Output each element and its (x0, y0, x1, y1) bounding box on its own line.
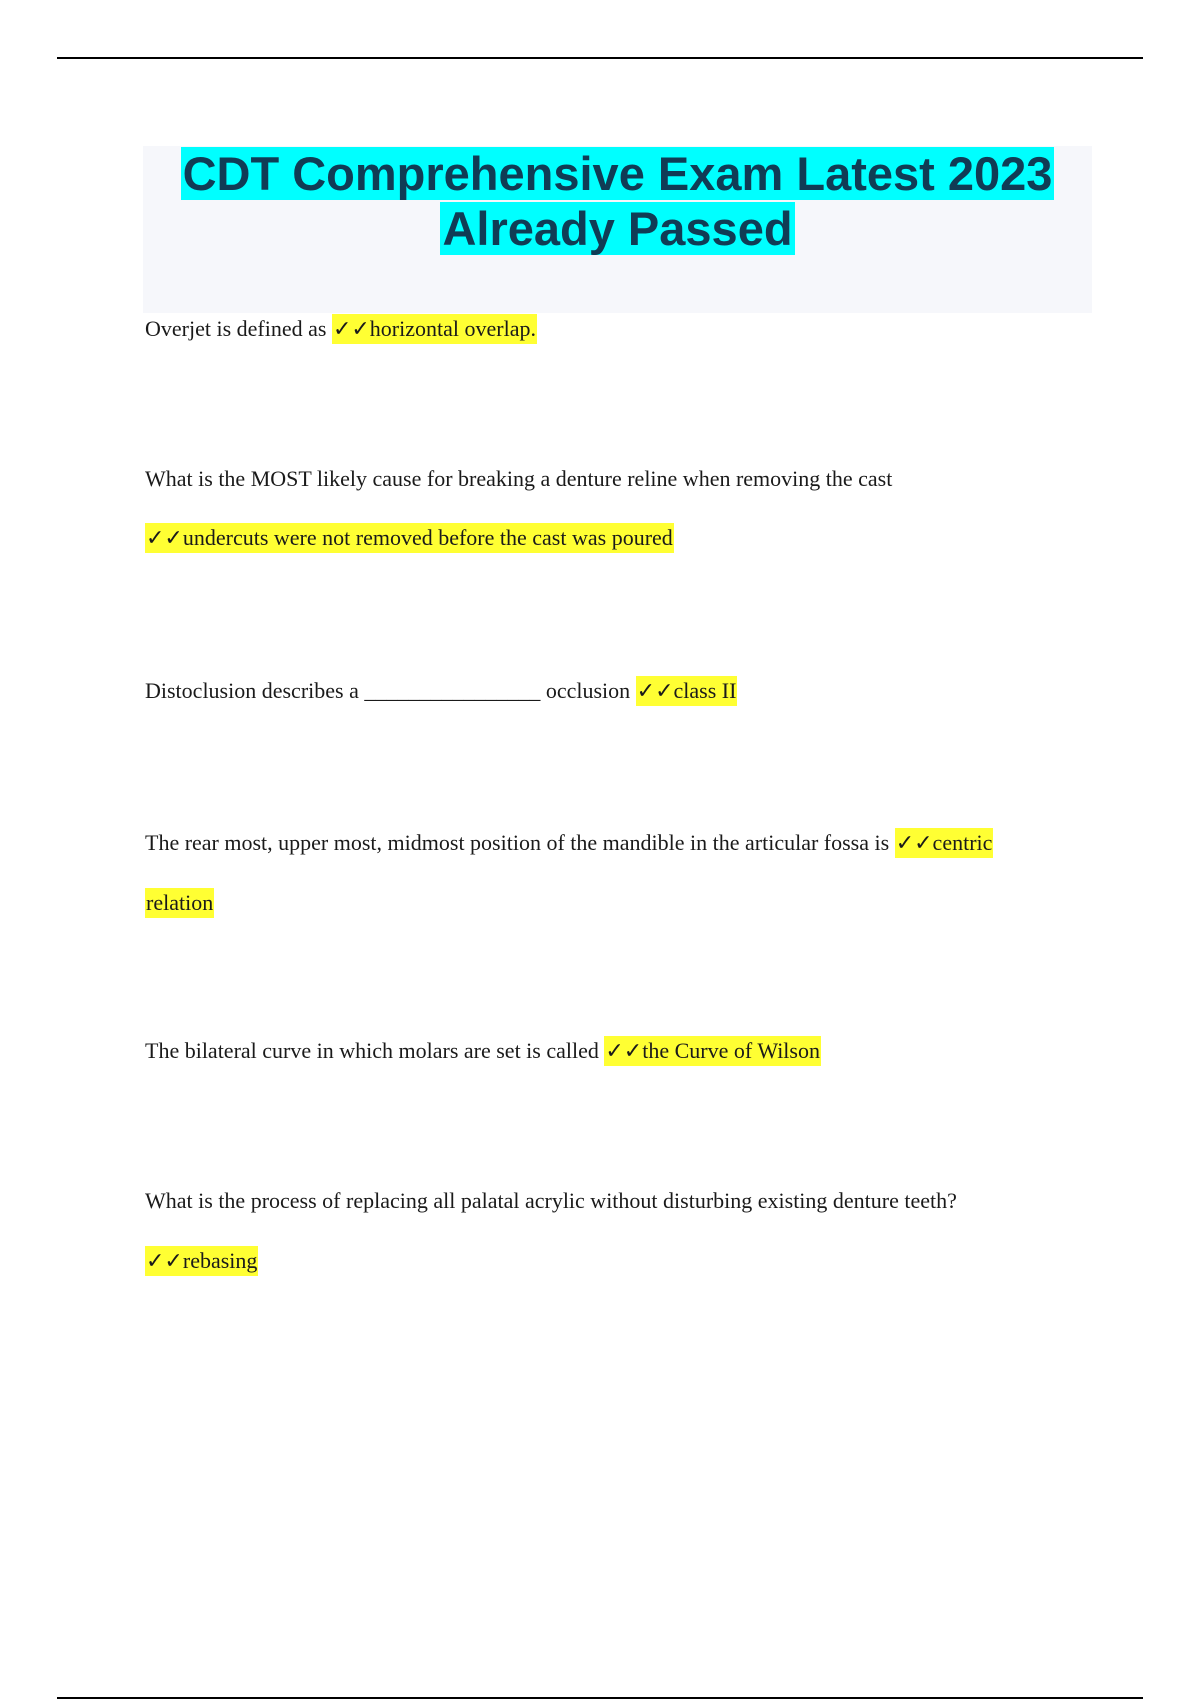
qa-item-2-answer (145, 523, 674, 553)
qa-item-4-answer-cont (145, 888, 214, 918)
answer-highlight-continued: relation (145, 888, 214, 918)
question-text: What is the process of replacing all palatal acrylic without disturbing existing denture teeth? (145, 1188, 957, 1213)
qa-item-4 (145, 828, 993, 858)
bottom-rule (57, 1697, 1143, 1699)
qa-item-1 (145, 314, 537, 344)
document-title (143, 146, 1092, 256)
title-block (143, 146, 1092, 313)
top-rule (57, 57, 1143, 59)
answer-highlight: ✓✓the Curve of Wilson (604, 1036, 821, 1066)
qa-item-2-question (145, 464, 892, 494)
qa-item-6-answer (145, 1246, 258, 1276)
title-line-1: CDT Comprehensive Exam Latest 2023 (182, 147, 1053, 200)
question-text: The rear most, upper most, midmost position of the mandible in the articular fossa is (145, 830, 895, 855)
answer-highlight: ✓✓undercuts were not removed before the cast was poured (145, 523, 674, 553)
qa-item-6-question (145, 1186, 957, 1216)
question-text: What is the MOST likely cause for breaking a denture reline when removing the cast (145, 466, 893, 491)
answer-highlight: ✓✓rebasing (145, 1246, 258, 1276)
qa-item-3 (145, 676, 737, 706)
answer-highlight: ✓✓horizontal overlap. (332, 314, 537, 344)
question-text: Distoclusion describes a ________________ occlusion (145, 678, 636, 703)
question-text: The bilateral curve in which molars are set is called (145, 1038, 605, 1063)
title-line-2: Already Passed (442, 202, 793, 255)
answer-highlight: ✓✓centric (895, 828, 994, 858)
question-text: Overjet is defined as (145, 316, 332, 341)
qa-item-5 (145, 1036, 821, 1066)
answer-highlight: ✓✓class II (636, 676, 738, 706)
